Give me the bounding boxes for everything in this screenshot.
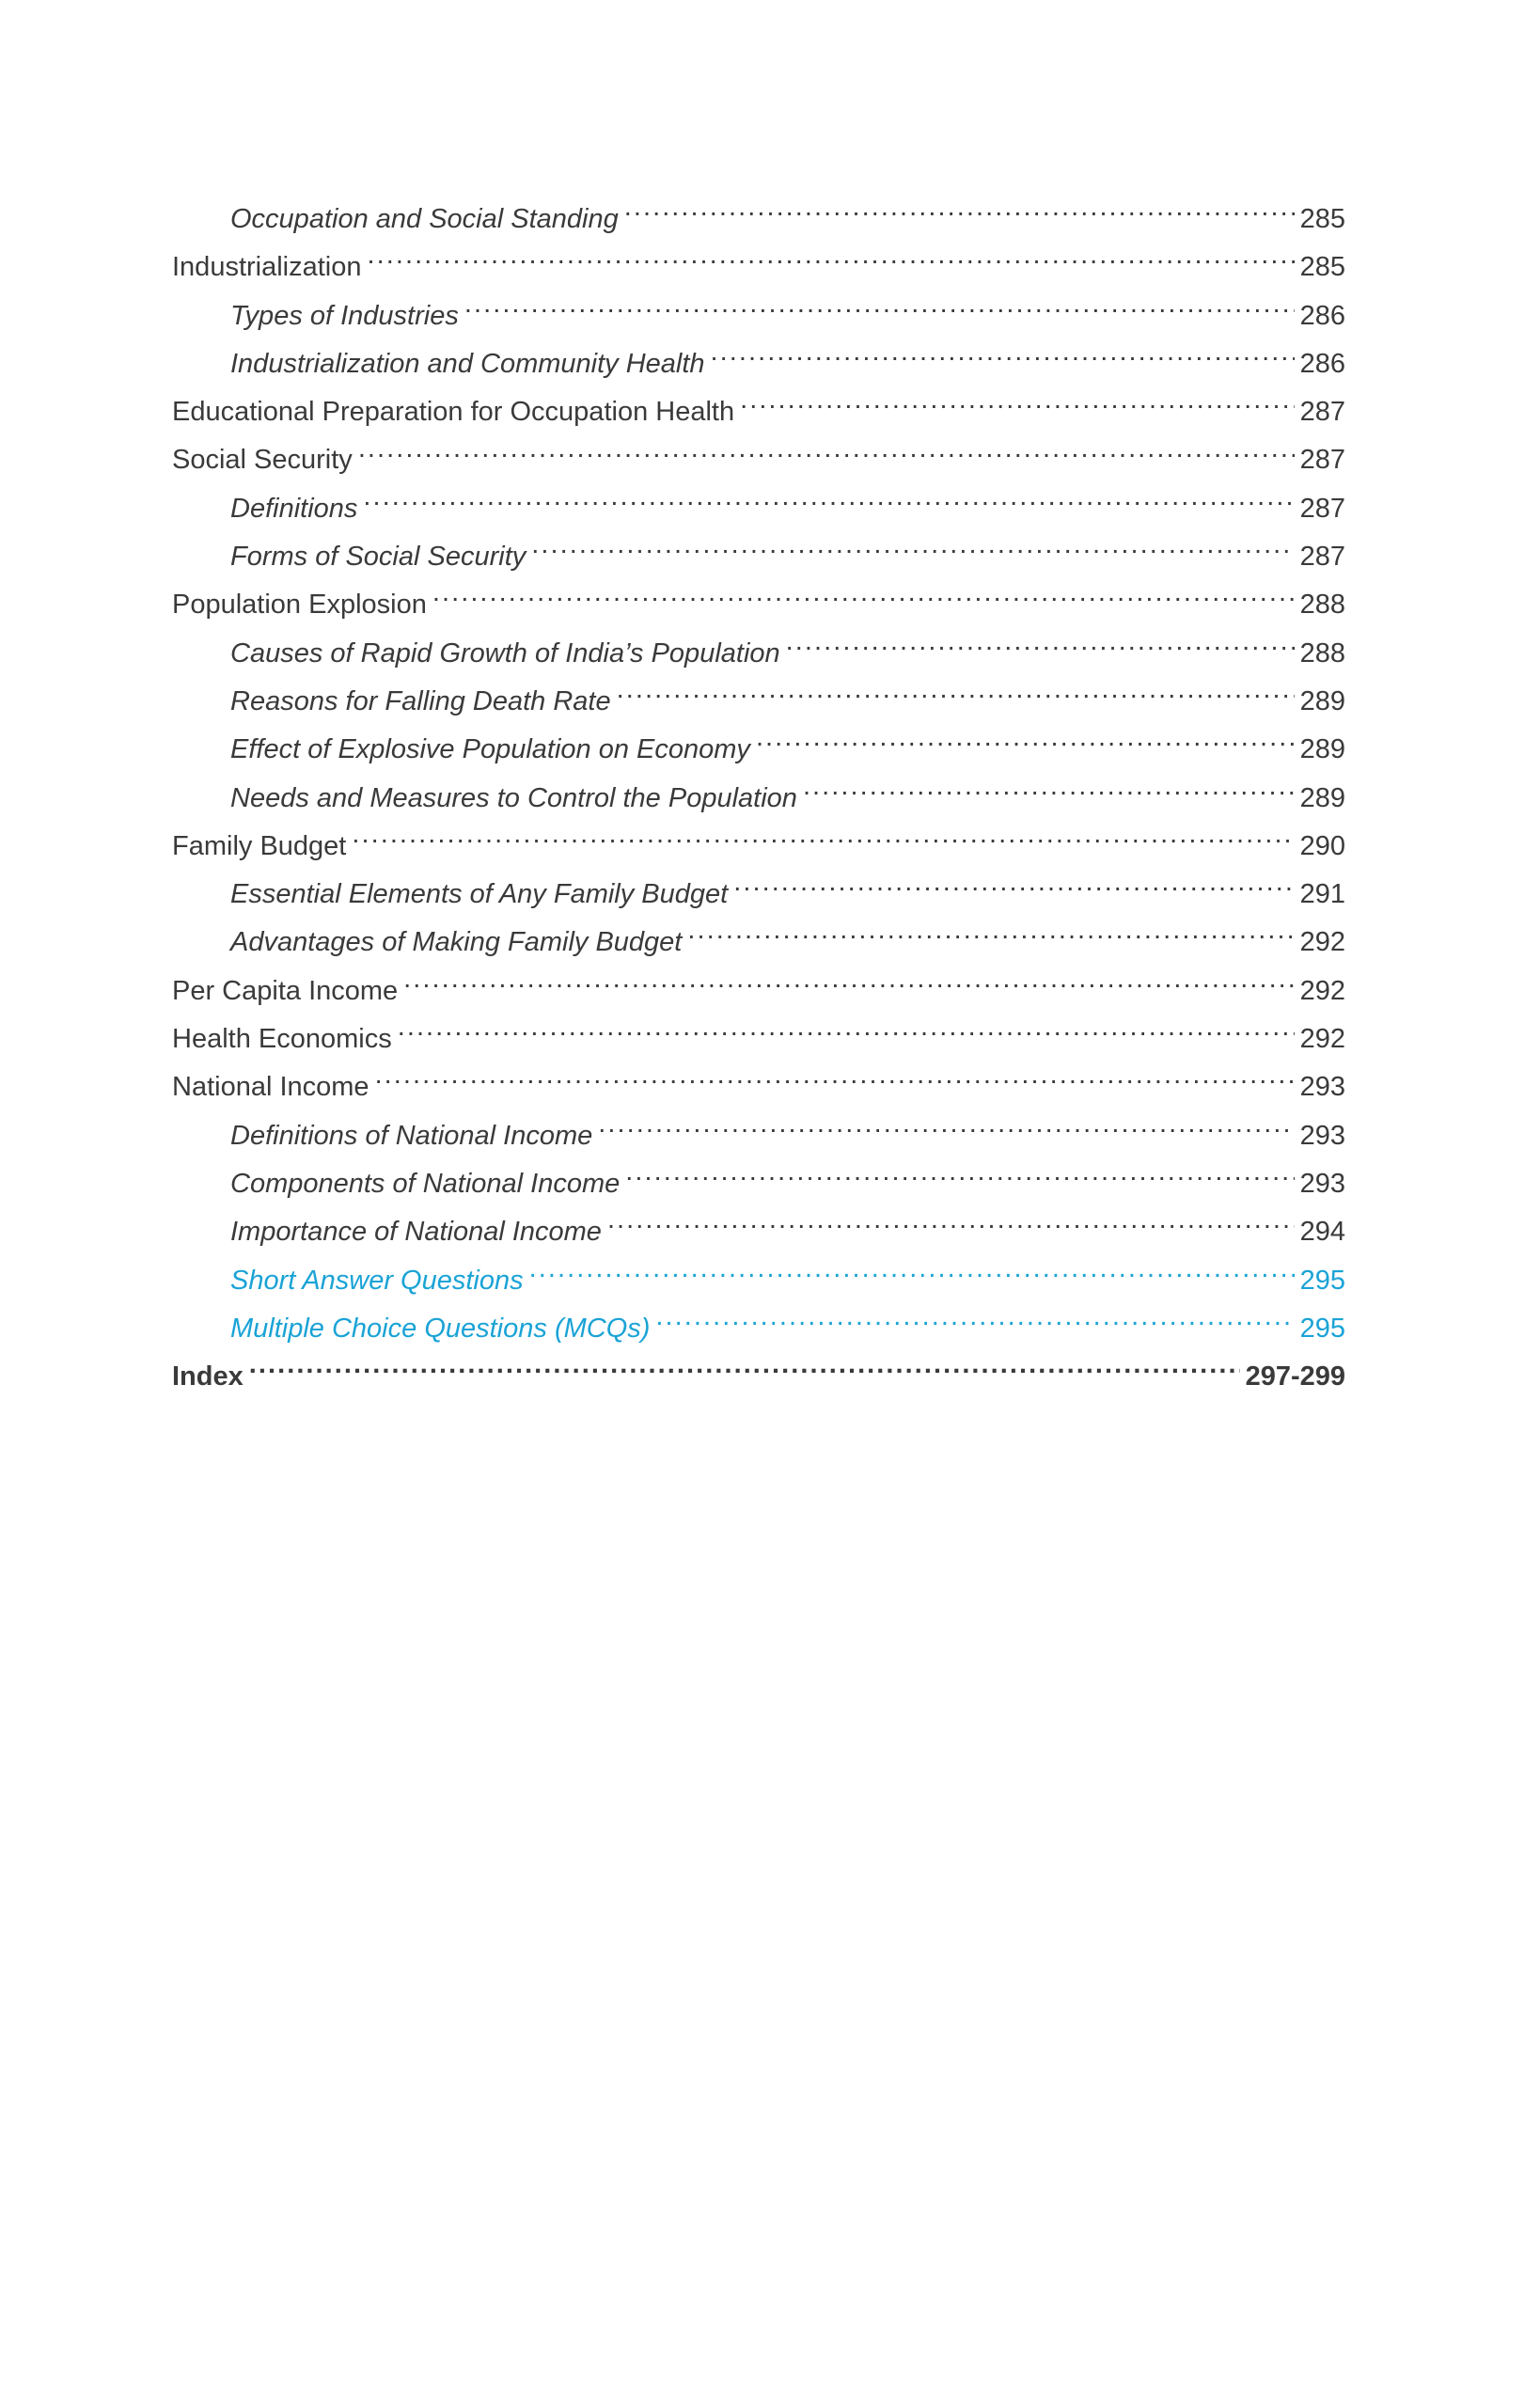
dot-leader <box>249 1358 1240 1385</box>
dot-leader <box>687 923 1294 951</box>
toc-entry-page-number: 286 <box>1299 300 1345 331</box>
toc-entry[interactable] <box>172 1353 1345 1401</box>
toc-entry[interactable] <box>172 196 1345 244</box>
toc-entry-page-number: 293 <box>1299 1072 1345 1103</box>
toc-entry[interactable] <box>172 823 1345 871</box>
toc-entry-title: Social Security <box>172 445 353 476</box>
dot-leader <box>711 345 1295 372</box>
toc-entry[interactable] <box>172 871 1345 919</box>
toc-entry-page-number: 289 <box>1299 782 1345 813</box>
toc-entry-page-number: 285 <box>1299 204 1345 234</box>
toc-entry-page-number: 287 <box>1299 445 1345 476</box>
toc-entry-title: Forms of Social Security <box>230 542 526 573</box>
toc-entry[interactable] <box>172 1015 1345 1063</box>
dot-leader <box>363 490 1294 517</box>
toc-entry-page-number: 297-299 <box>1245 1361 1345 1392</box>
dot-leader <box>358 441 1295 468</box>
toc-entry-title: Population Explosion <box>172 590 427 621</box>
toc-entry-page-number: 287 <box>1299 542 1345 573</box>
dot-leader <box>352 827 1294 855</box>
dot-leader <box>607 1213 1295 1240</box>
dot-leader <box>625 1165 1294 1192</box>
toc-entry[interactable] <box>172 533 1345 581</box>
toc-entry-title: Educational Preparation for Occupation Health <box>172 397 735 428</box>
dot-leader <box>740 393 1295 420</box>
toc-entry-page-number: 285 <box>1299 252 1345 283</box>
dot-leader <box>529 1262 1295 1289</box>
toc-entry[interactable] <box>172 1208 1345 1256</box>
dot-leader <box>803 779 1295 807</box>
toc-entry-title: Causes of Rapid Growth of India’s Population <box>230 637 780 669</box>
toc-entry-page-number: 288 <box>1299 637 1345 669</box>
toc-entry-title: Importance of National Income <box>230 1217 602 1248</box>
toc-entry[interactable] <box>172 1063 1345 1111</box>
toc-entry-title: Industrialization and Community Health <box>230 348 705 379</box>
toc-entry-title: Occupation and Social Standing <box>230 204 619 234</box>
dot-leader <box>398 1020 1295 1047</box>
toc-entry[interactable] <box>172 1257 1345 1305</box>
dot-leader <box>403 972 1294 999</box>
toc-entry-title: Essential Elements of Any Family Budget <box>230 879 729 910</box>
toc-entry[interactable] <box>172 340 1345 388</box>
toc-entry-title: Components of National Income <box>230 1168 621 1199</box>
toc-entry-page-number: 289 <box>1299 734 1345 765</box>
toc-entry-title: Family Budget <box>172 830 347 861</box>
toc-entry-page-number: 287 <box>1299 493 1345 524</box>
toc-entry-page-number: 292 <box>1299 927 1345 958</box>
toc-entry-title: Needs and Measures to Control the Population <box>230 782 797 813</box>
dot-leader <box>464 297 1295 324</box>
dot-leader <box>733 875 1294 903</box>
dot-leader <box>531 538 1294 565</box>
toc-entry[interactable] <box>172 292 1345 340</box>
toc-entry[interactable] <box>172 678 1345 726</box>
toc-entry[interactable] <box>172 485 1345 533</box>
toc-entry-page-number: 292 <box>1299 975 1345 1006</box>
dot-leader <box>624 200 1295 228</box>
toc-entry[interactable] <box>172 1160 1345 1208</box>
toc-entry[interactable] <box>172 581 1345 629</box>
toc-entry-title: Index <box>172 1361 244 1392</box>
toc-entry-title: National Income <box>172 1072 369 1103</box>
toc-entry-title: Definitions <box>230 493 358 524</box>
dot-leader <box>756 731 1295 758</box>
toc-entry-title: Health Economics <box>172 1024 392 1055</box>
toc-entry-page-number: 288 <box>1299 590 1345 621</box>
dot-leader <box>368 248 1295 275</box>
toc-entry-title: Per Capita Income <box>172 975 399 1006</box>
toc-entry-page-number: 293 <box>1299 1168 1345 1199</box>
toc-entry-title: Reasons for Falling Death Rate <box>230 685 611 716</box>
toc-entry[interactable] <box>172 775 1345 823</box>
toc-entry[interactable] <box>172 919 1345 967</box>
dot-leader <box>786 635 1295 662</box>
toc-entry-title: Multiple Choice Questions (MCQs) <box>230 1313 651 1344</box>
toc-entry-title: Effect of Explosive Population on Economy <box>230 734 750 765</box>
dot-leader <box>432 586 1295 613</box>
toc-entry[interactable] <box>172 388 1345 436</box>
toc-entry[interactable] <box>172 968 1345 1015</box>
toc-entry-page-number: 295 <box>1299 1313 1345 1344</box>
table-of-contents <box>172 196 1345 1401</box>
toc-entry-title: Short Answer Questions <box>230 1265 524 1296</box>
toc-entry-page-number: 292 <box>1299 1024 1345 1055</box>
toc-entry-page-number: 293 <box>1299 1120 1345 1151</box>
toc-entry[interactable] <box>172 436 1345 484</box>
toc-entry-title: Types of Industries <box>230 300 459 331</box>
toc-entry-title: Definitions of National Income <box>230 1120 593 1151</box>
dot-leader <box>375 1068 1295 1095</box>
dot-leader <box>598 1117 1294 1144</box>
toc-entry-page-number: 290 <box>1299 830 1345 861</box>
toc-entry-page-number: 289 <box>1299 685 1345 716</box>
toc-entry[interactable] <box>172 244 1345 291</box>
toc-entry-page-number: 286 <box>1299 348 1345 379</box>
toc-entry-title: Industrialization <box>172 252 362 283</box>
toc-entry[interactable] <box>172 726 1345 774</box>
dot-leader <box>617 683 1295 710</box>
toc-entry-page-number: 295 <box>1299 1265 1345 1296</box>
toc-entry[interactable] <box>172 630 1345 678</box>
toc-entry-page-number: 287 <box>1299 397 1345 428</box>
dot-leader <box>655 1310 1294 1337</box>
toc-entry[interactable] <box>172 1305 1345 1353</box>
toc-entry-page-number: 291 <box>1299 879 1345 910</box>
toc-entry[interactable] <box>172 1112 1345 1160</box>
toc-entry-title: Advantages of Making Family Budget <box>230 927 683 958</box>
toc-entry-page-number: 294 <box>1299 1217 1345 1248</box>
